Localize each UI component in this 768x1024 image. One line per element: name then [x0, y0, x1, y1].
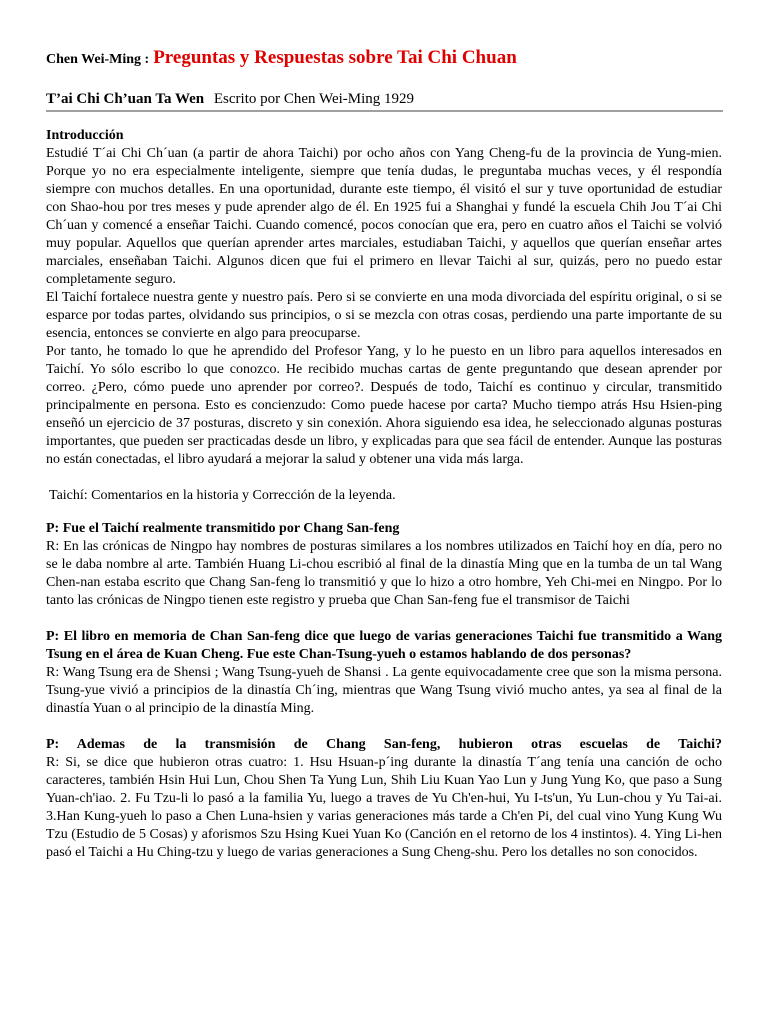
intro-paragraph: El Taichí fortalece nuestra gente y nuestro país. Pero si se convierte en una moda divorciada del espíritu original, o si se esparce por todas partes, olvidando sus principios, o si se mezcla con otras cosas, perdiendo una parte importante de su esencia, entonces se convierte en algo para preocuparse. [46, 290, 722, 341]
answer-2: R: Wang Tsung era de Shensi ; Wang Tsung-yueh de Shansi . La gente equivocadamente cree que son la misma persona. Tsung-yue vivió a principios de la dinastía Ch´ing, mientras que Wang Tsung vivió mucho antes, ya sea al final de la dinastía Yuan o al principio de la dinastía Ming. [46, 665, 722, 716]
comments-heading: Taichí: Comentarios en la historia y Corrección de la leyenda. [49, 488, 396, 503]
title-line [46, 46, 722, 72]
question-3: P: Ademas de la transmisión de Chang San-feng, hubieron otras escuelas de Taichi? [46, 737, 722, 752]
answer-3: R: Si, se dice que hubieron otras cuatro: 1. Hsu Hsuan-p´ing durante la dinastía T´ang tenía una canción de ocho caracteres, también Hsin Hui Lun, Chou Shen Ta Yung Lun, Shih Liu Kuan Yao Lun y Jung Yung Ko, que paso a Sung Yuan-ch'iao. 2. Fu Tzu-li lo pasó a la familia Yu, luego a traves de Yu Ch'en-hui, Yu I-ts'un, Yu Lun-chou y Yu Tai-ai. 3.Han Kung-yueh lo paso a Chen Luna-hsien y varias generaciones más tarde a Ch'en Pi, del cual vino Yung Kung Wu Tzu (Estudio de 5 Cosas) y aforismos Szu Hsing Kuei Yuan Ko (Canción en el retorno de los 4 instintos). 4. Ying Li-hen pasó el Taichi a Hu Ching-tzu y luego de varias generaciones a Sung Cheng-shu. Pero los detalles no son conocidos. [46, 755, 722, 860]
intro-paragraph: Por tanto, he tomado lo que he aprendido del Profesor Yang, y lo he puesto en un libro para aquellos interesados en Taichí. Yo sólo escribo lo que conozco. He recibido muchas cartas de gente preguntando que desean aprender por correo. ¿Pero, cómo puede uno aprender por correo?. Después de todo, Taichí es continuo y circular, transmitido principalmente en persona. Esto es concienzudo: Como puede hacese por carta? Mucho tiempo atrás Hsu Hsien-ping enseñó un ejercicio de 37 posturas, discreto y sin conexión. Ahora siguiendo esa idea, he seleccionado algunas posturas importantes, que pueden ser practicadas desde un libro, y explicadas para que sea fácil de entender. Aunque las posturas no están conectadas, el libro ayudará a mejorar la salud y obtener una vida más larga. [46, 344, 722, 467]
subtitle-byline: Escrito por Chen Wei-Ming 1929 [213, 91, 415, 107]
question-1: P: Fue el Taichí realmente transmitido por Chang San-feng [46, 521, 400, 536]
document-body [46, 127, 722, 862]
intro-paragraph: Estudié T´ai Chi Ch´uan (a partir de ahora Taichi) por ocho años con Yang Cheng-fu de la provincia de Yung-mien. Porque yo no era especialmente inteligente, siempre que tenía dudas, le preguntaba muchas veces, y él respondía siempre con muchos detalles. En una oportunidad, durante este tiempo, él visitó el sur y tuve oportunidad de estudiar con Shao-hou por tres meses y pude aprender algo de él. En 1925 fui a Shanghai y fundé la escuela Chih Jou T´ai Chi Ch´uan y comencé a enseñar Taichi. Cuando comencé, pocos conocían que era, pero en cuatro años el Taichi se volvió muy popular. Aquellos que querían aprender artes marciales, estudiaban Taichi, y aquellos que querían enseñar artes marciales, enseñaban Taichi. Algunos dicen que fui el primero en llevar Taichi al sur, quizás, pero no puedo estar completamente seguro. [46, 146, 722, 287]
document-page [46, 46, 722, 862]
answer-1: R: En las crónicas de Ningpo hay nombres de posturas similares a los nombres utilizados en Taichí hoy en día, pero no se le daba nombre al arte. También Huang Li-chou escribió al final de la dinastía Ming que en la tumba de un tal Wang Chen-nan estaba escrito que Chang San-feng lo transmitió y que lo hizo a otro hombre, Yeh Chi-mei en Ningpo. Por lo tanto las crónicas de Ningpo tienen este registro y prueba que Chan San-feng fue el transmisor de Taichi [46, 539, 722, 608]
horizontal-rule [46, 110, 723, 112]
intro-heading: Introducción [46, 128, 124, 143]
subtitle-line [46, 90, 722, 108]
question-2: P: El libro en memoria de Chan San-feng dice que luego de varias generaciones Taichi fue transmitido a Wang Tsung en el área de Kuan Cheng. Fue este Chan-Tsung-yueh o estamos hablando de dos personas? [46, 629, 722, 662]
author-name: Chen Wei-Ming : [46, 52, 150, 67]
document-title: Preguntas y Respuestas sobre Tai Chi Chuan [153, 47, 517, 68]
subtitle-book-title: T’ai Chi Ch’uan Ta Wen [46, 91, 205, 107]
